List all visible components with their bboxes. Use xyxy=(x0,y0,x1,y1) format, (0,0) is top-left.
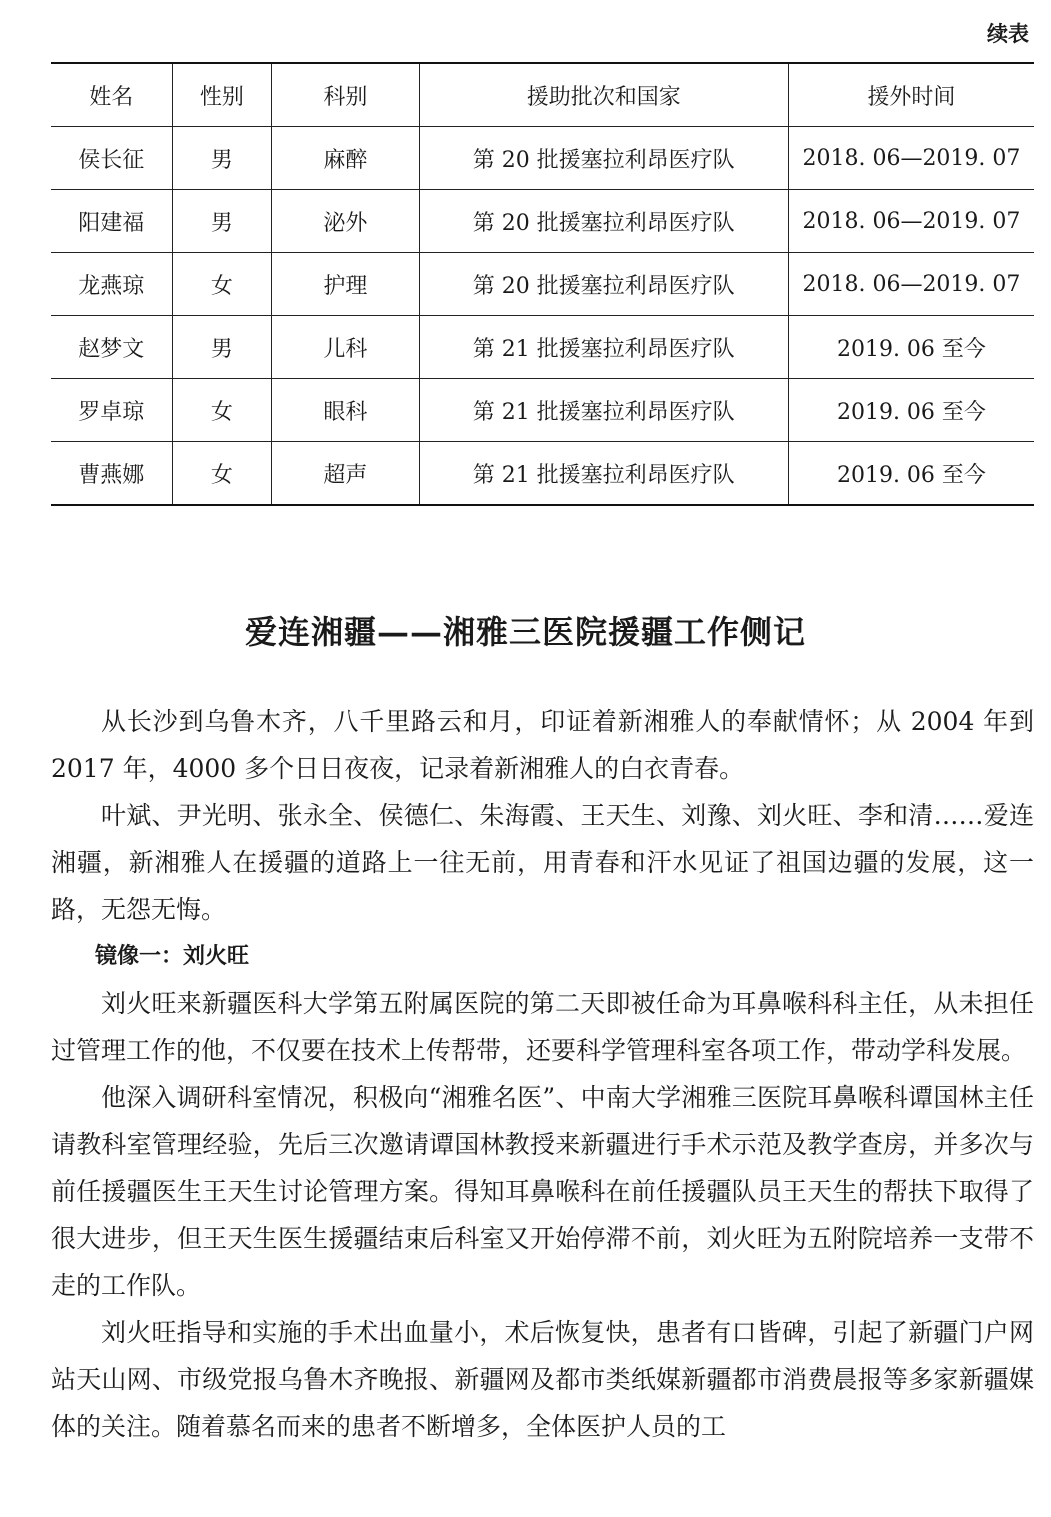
article-title: 爱连湘疆——湘雅三医院援疆工作侧记 xyxy=(244,613,806,651)
table-row xyxy=(51,316,1034,379)
header-department: 科别 xyxy=(272,63,419,127)
cell-name: 龙燕琼 xyxy=(51,253,172,316)
table-row xyxy=(51,442,1034,506)
article-body xyxy=(51,698,1034,1450)
cell-department: 麻醉 xyxy=(272,127,419,190)
cell-batch-country: 第 20 批援塞拉利昂医疗队 xyxy=(419,190,788,253)
header-aid-period: 援外时间 xyxy=(788,63,1034,127)
table-row xyxy=(51,190,1034,253)
cell-gender: 男 xyxy=(172,190,272,253)
header-gender: 性别 xyxy=(172,63,272,127)
header-name: 姓名 xyxy=(51,63,172,127)
cell-batch-country: 第 21 批援塞拉利昂医疗队 xyxy=(419,379,788,442)
cell-gender: 男 xyxy=(172,127,272,190)
table-row xyxy=(51,379,1034,442)
cell-gender: 女 xyxy=(172,253,272,316)
cell-aid-period: 2018. 06—2019. 07 xyxy=(788,190,1034,253)
cell-gender: 女 xyxy=(172,442,272,506)
cell-department: 儿科 xyxy=(272,316,419,379)
table-row xyxy=(51,253,1034,316)
cell-aid-period: 2018. 06—2019. 07 xyxy=(788,127,1034,190)
cell-name: 赵梦文 xyxy=(51,316,172,379)
cell-gender: 男 xyxy=(172,316,272,379)
cell-department: 泌外 xyxy=(272,190,419,253)
paragraph-media: 刘火旺指导和实施的手术出血量小，术后恢复快，患者有口皆碑，引起了新疆门户网站天山网、市级党报乌鲁木齐晚报、新疆网及都市类纸媒新疆都市消费晨报等多家新疆媒体的关注。随着慕名而来的患者不断增多，全体医护人员的工 xyxy=(51,1318,1034,1441)
continued-table-label: 续表 xyxy=(987,22,1029,46)
cell-aid-period: 2018. 06—2019. 07 xyxy=(788,253,1034,316)
cell-name: 曹燕娜 xyxy=(51,442,172,506)
cell-name: 罗卓琼 xyxy=(51,379,172,442)
table-row xyxy=(51,127,1034,190)
cell-batch-country: 第 20 批援塞拉利昂医疗队 xyxy=(419,253,788,316)
cell-department: 护理 xyxy=(272,253,419,316)
aid-team-table xyxy=(51,62,1034,506)
cell-batch-country: 第 21 批援塞拉利昂医疗队 xyxy=(419,442,788,506)
table-header-row xyxy=(51,63,1034,127)
cell-department: 眼科 xyxy=(272,379,419,442)
header-batch-country: 援助批次和国家 xyxy=(419,63,788,127)
paragraph-appointment: 刘火旺来新疆医科大学第五附属医院的第二天即被任命为耳鼻喉科科主任，从未担任过管理工作的他，不仅要在技术上传帮带，还要科学管理科室各项工作，带动学科发展。 xyxy=(51,989,1034,1065)
cell-aid-period: 2019. 06 至今 xyxy=(788,379,1034,442)
cell-name: 侯长征 xyxy=(51,127,172,190)
paragraph-names: 叶斌、尹光明、张永全、侯德仁、朱海霞、王天生、刘豫、刘火旺、李和清……爱连湘疆，新湘雅人在援疆的道路上一往无前，用青春和汗水见证了祖国边疆的发展，这一路，无怨无悔。 xyxy=(51,801,1034,924)
cell-aid-period: 2019. 06 至今 xyxy=(788,316,1034,379)
cell-gender: 女 xyxy=(172,379,272,442)
paragraph-research: 他深入调研科室情况，积极向“湘雅名医”、中南大学湘雅三医院耳鼻喉科谭国林主任请教科室管理经验，先后三次邀请谭国林教授来新疆进行手术示范及教学查房，并多次与前任援疆医生王天生讨论管理方案。得知耳鼻喉科在前任援疆队员王天生的帮扶下取得了很大进步，但王天生医生援疆结束后科室又开始停滞不前，刘火旺为五附院培养一支带不走的工作队。 xyxy=(51,1083,1034,1300)
cell-department: 超声 xyxy=(272,442,419,506)
paragraph-intro: 从长沙到乌鲁木齐，八千里路云和月，印证着新湘雅人的奉献情怀；从 2004 年到 2017 年，4000 多个日日夜夜，记录着新湘雅人的白衣青春。 xyxy=(51,707,1034,783)
cell-name: 阳建福 xyxy=(51,190,172,253)
cell-aid-period: 2019. 06 至今 xyxy=(788,442,1034,506)
cell-batch-country: 第 20 批援塞拉利昂医疗队 xyxy=(419,127,788,190)
section-subheading: 镜像一：刘火旺 xyxy=(95,944,250,969)
cell-batch-country: 第 21 批援塞拉利昂医疗队 xyxy=(419,316,788,379)
